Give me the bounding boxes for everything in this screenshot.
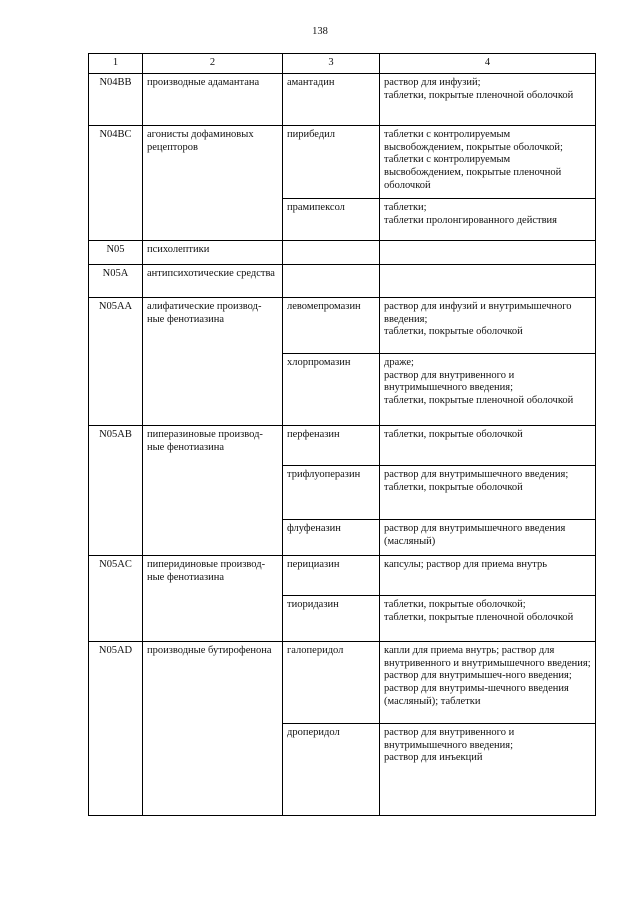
table-row: [89, 264, 596, 297]
dosage-forms-cell: [380, 519, 596, 555]
drug-group-cell: пиперидиновые производ-ные фенотиазина: [143, 555, 283, 641]
atc-code-cell: N04BC: [89, 125, 143, 240]
dosage-forms-cell: [380, 353, 596, 425]
dosage-form-line: таблетки, покрытые оболочкой: [384, 428, 523, 440]
dosage-form-line: раствор для инфузий и внутримышечного введения;: [384, 300, 572, 325]
drug-group-cell: психолептики: [143, 240, 283, 264]
dosage-forms-cell: [380, 198, 596, 240]
dosage-form-line: таблетки, покрытые оболочкой: [384, 326, 523, 338]
drug-name-cell: левомепромазин: [283, 297, 380, 353]
dosage-form-line: таблетки, покрытые оболочкой;: [384, 598, 526, 610]
drug-group-cell: пиперазиновые производ-ные фенотиазина: [143, 425, 283, 555]
drug-name-cell: прамипексол: [283, 198, 380, 240]
drug-group-cell: алифатические производ-ные фенотиазина: [143, 297, 283, 425]
column-header: 4: [380, 54, 596, 74]
column-header: 3: [283, 54, 380, 74]
dosage-form-line: капсулы; раствор для приема внутрь: [384, 558, 548, 570]
dosage-form-line: драже;: [384, 356, 414, 368]
table-row: [89, 240, 596, 264]
table-row: [89, 73, 596, 125]
column-header: 2: [143, 54, 283, 74]
dosage-form-line: раствор для внутримышечного введения (масляный): [384, 522, 566, 547]
drug-name-cell: [283, 240, 380, 264]
drug-name-cell: галоперидол: [283, 641, 380, 723]
dosage-form-line: таблетки пролонгированного действия: [384, 214, 557, 226]
dosage-forms-cell: [380, 555, 596, 595]
drug-name-cell: дроперидол: [283, 723, 380, 815]
drug-group-cell: агонисты дофаминовых рецепторов: [143, 125, 283, 240]
drug-name-cell: трифлуоперазин: [283, 465, 380, 519]
dosage-form-line: таблетки, покрытые пленочной оболочкой: [384, 611, 574, 623]
atc-code-cell: N04BB: [89, 73, 143, 125]
drug-name-cell: пирибедил: [283, 125, 380, 198]
dosage-form-line: таблетки, покрытые оболочкой: [384, 481, 523, 493]
atc-code-cell: N05AC: [89, 555, 143, 641]
page-number: 138: [312, 26, 328, 37]
dosage-form-line: таблетки с контролируемым высвобождением, покрытые пленочной оболочкой: [384, 154, 562, 191]
dosage-forms-cell: [380, 264, 596, 297]
atc-code-cell: N05: [89, 240, 143, 264]
dosage-form-line: раствор для внутривенного и внутримышечного введения;: [384, 726, 515, 751]
atc-code-cell: N05A: [89, 264, 143, 297]
drug-group-cell: производные адамантана: [143, 73, 283, 125]
dosage-forms-cell: [380, 125, 596, 198]
drug-name-cell: амантадин: [283, 73, 380, 125]
dosage-form-line: раствор для внутримышечного введения;: [384, 468, 569, 480]
dosage-form-line: капли для приема внутрь; раствор для внутривенного и внутримышечного введения; раствор для внутримышеч-ного введения; раствор для внутримы-шечного введения (масляный); таблетки: [384, 644, 591, 707]
dosage-forms-cell: [380, 240, 596, 264]
dosage-forms-cell: [380, 425, 596, 465]
drug-group-cell: антипсихотические средства: [143, 264, 283, 297]
dosage-forms-cell: [380, 641, 596, 723]
atc-code-cell: N05AD: [89, 641, 143, 815]
dosage-forms-cell: [380, 595, 596, 641]
drug-name-cell: [283, 264, 380, 297]
drug-name-cell: перициазин: [283, 555, 380, 595]
drug-name-cell: тиоридазин: [283, 595, 380, 641]
table-row: [89, 125, 596, 198]
table-row: [89, 641, 596, 723]
drug-table: [88, 53, 596, 816]
atc-code-cell: N05AB: [89, 425, 143, 555]
dosage-forms-cell: [380, 723, 596, 815]
dosage-forms-cell: [380, 297, 596, 353]
dosage-form-line: раствор для инфузий;: [384, 76, 481, 88]
drug-name-cell: флуфеназин: [283, 519, 380, 555]
dosage-form-line: раствор для внутривенного и внутримышечного введения;: [384, 369, 515, 394]
dosage-forms-cell: [380, 73, 596, 125]
dosage-form-line: раствор для инъекций: [384, 752, 483, 764]
dosage-form-line: таблетки, покрытые пленочной оболочкой: [384, 89, 574, 101]
dosage-form-line: таблетки, покрытые пленочной оболочкой: [384, 395, 574, 407]
drug-name-cell: хлорпромазин: [283, 353, 380, 425]
drug-group-cell: производные бутирофенона: [143, 641, 283, 815]
dosage-forms-cell: [380, 465, 596, 519]
dosage-form-line: таблетки с контролируемым высвобождением, покрытые оболочкой;: [384, 128, 563, 153]
dosage-form-line: таблетки;: [384, 201, 427, 213]
table-row: [89, 555, 596, 595]
drug-name-cell: перфеназин: [283, 425, 380, 465]
column-header: 1: [89, 54, 143, 74]
atc-code-cell: N05AA: [89, 297, 143, 425]
table-header-row: [89, 54, 596, 74]
table-row: [89, 425, 596, 465]
table-row: [89, 297, 596, 353]
